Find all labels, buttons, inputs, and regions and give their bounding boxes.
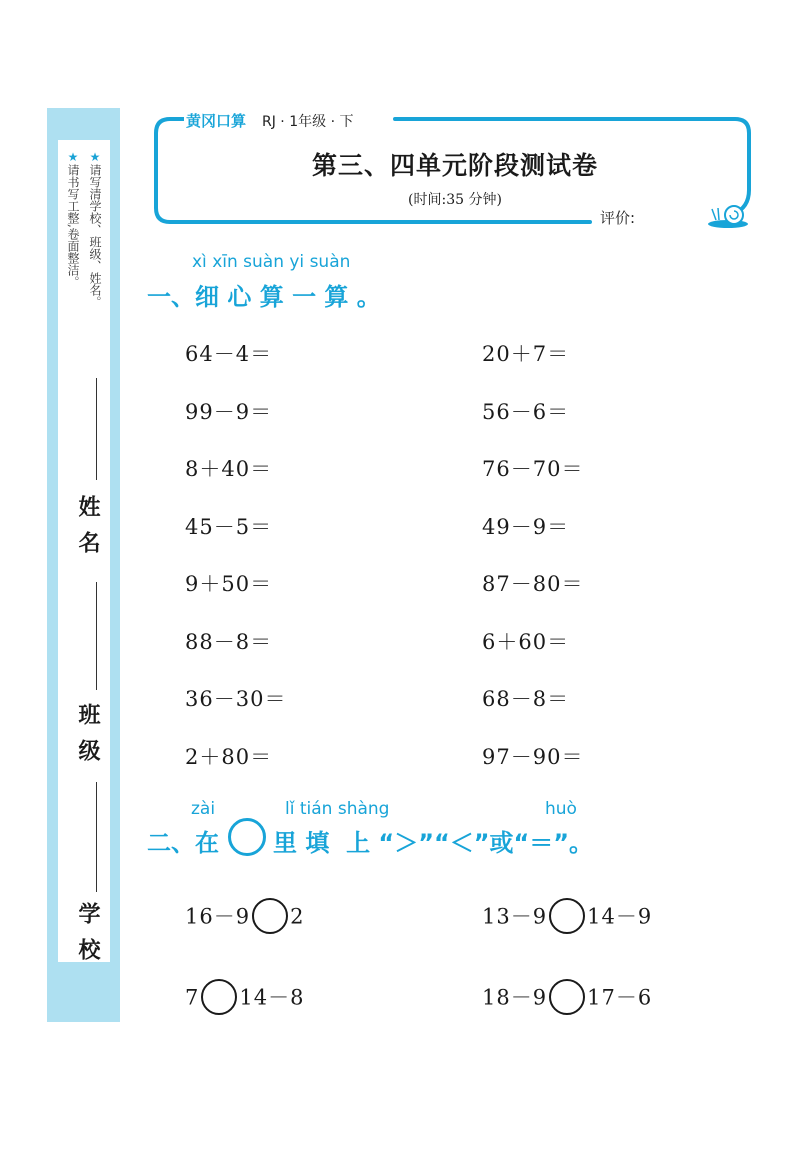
answer-circle[interactable] (252, 898, 288, 934)
answer-circle[interactable] (201, 979, 237, 1015)
star-icon: ★ (88, 150, 102, 164)
problem-6: 76－70＝ (482, 457, 584, 481)
section2-title-prefix: 二、在 (147, 829, 219, 857)
comparison-2: 13－9 14－9 (482, 900, 652, 936)
problem-5: 8＋40＝ (185, 457, 273, 481)
time-limit: (时间:35 分钟) (408, 192, 502, 208)
section2-pinyin-li-tian-shang: lǐ tián shàng (285, 799, 390, 819)
problem-12: 6＋60＝ (482, 630, 570, 654)
section2-pinyin-huo: huò (545, 799, 577, 819)
problem-4: 56－6＝ (482, 400, 570, 424)
section2-pinyin-zai: zài (191, 799, 216, 819)
class-field[interactable] (96, 582, 97, 690)
answer-circle-icon (228, 818, 266, 856)
problem-8: 49－9＝ (482, 515, 570, 539)
comparison-1: 16－9 2 (185, 900, 304, 936)
problem-1: 64－4＝ (185, 342, 273, 366)
grade-label: RJ · 1年级 · 下 (262, 114, 354, 130)
section1-title: 一、细 心 算 一 算 。 (147, 283, 381, 311)
section2-title-suffix: 里 填 上 “＞”“＜”或“＝”。 (273, 829, 594, 857)
problem-15: 2＋80＝ (185, 745, 273, 769)
section1-pinyin: xì xīn suàn yi suàn (192, 252, 351, 272)
rating-label: 评价: (600, 209, 636, 227)
problem-10: 87－80＝ (482, 572, 584, 596)
answer-circle[interactable] (549, 898, 585, 934)
problem-13: 36－30＝ (185, 687, 287, 711)
school-field[interactable] (96, 782, 97, 892)
problem-11: 88－8＝ (185, 630, 273, 654)
problem-2: 20＋7＝ (482, 342, 570, 366)
name-label: 姓名 (75, 495, 100, 567)
comparison-3: 7 14－8 (185, 981, 304, 1017)
instruction-1: ★请写清学校、班级、姓名。 (88, 150, 102, 308)
class-label: 班级 (75, 703, 100, 775)
problem-3: 99－9＝ (185, 400, 273, 424)
name-field[interactable] (96, 378, 97, 480)
page-title: 第三、四单元阶段测试卷 (311, 151, 598, 180)
instruction-2: ★请书写工整,卷面整洁。 (66, 150, 80, 288)
brand-logo: 黄冈口算 (186, 112, 247, 130)
problem-16: 97－90＝ (482, 745, 584, 769)
problem-14: 68－8＝ (482, 687, 570, 711)
school-label: 学校 (75, 902, 100, 974)
comparison-4: 18－9 17－6 (482, 981, 652, 1017)
problem-7: 45－5＝ (185, 515, 273, 539)
answer-circle[interactable] (549, 979, 585, 1015)
problem-9: 9＋50＝ (185, 572, 273, 596)
star-icon: ★ (66, 150, 80, 164)
